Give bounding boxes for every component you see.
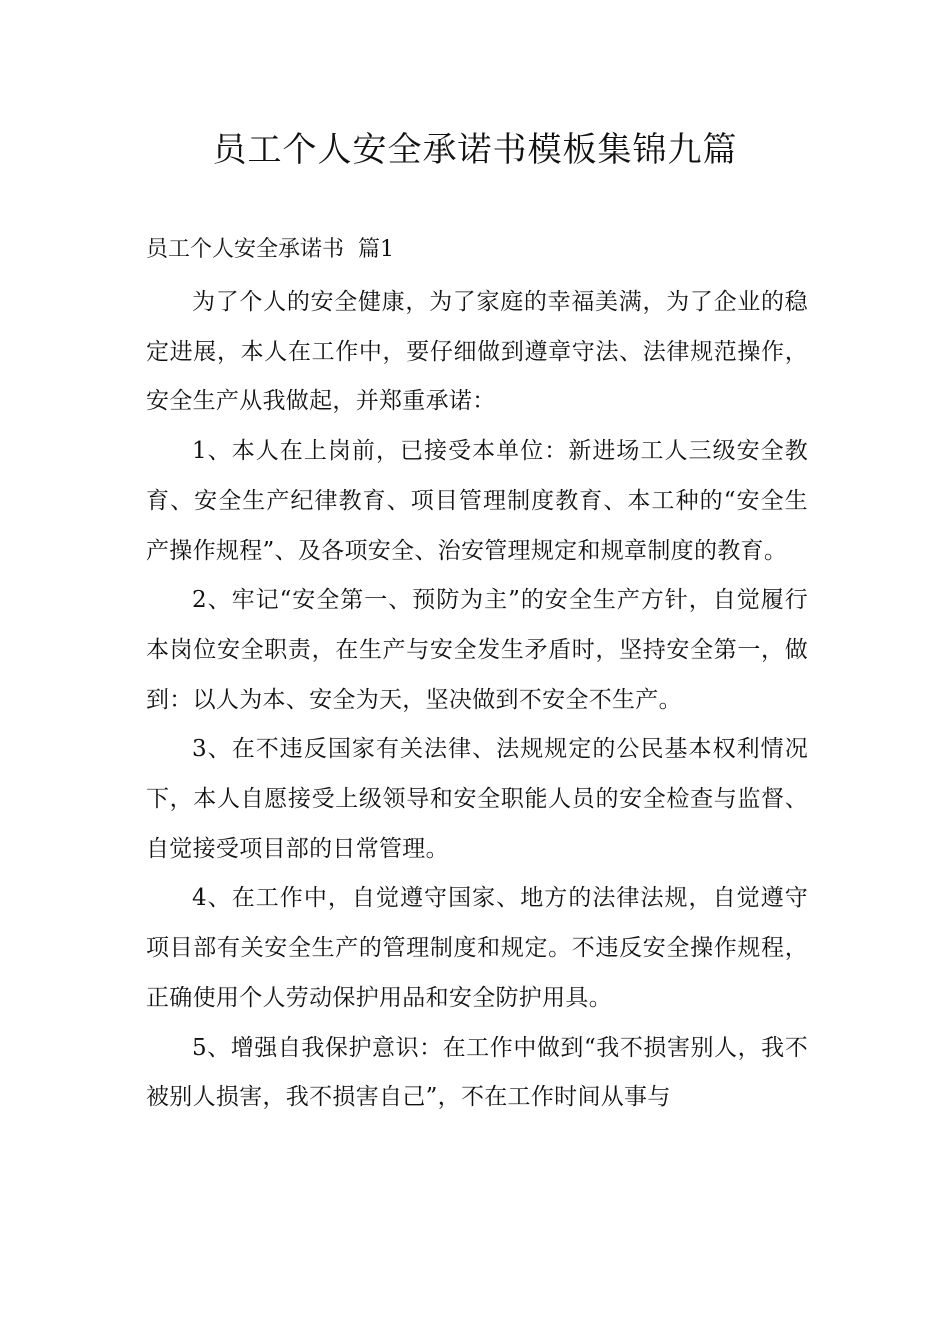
paragraph-item-4: 4、在工作中，自觉遵守国家、地方的法律法规，自觉遵守项目部有关安全生产的管理制度和规定。不违反安全操作规程，正确使用个人劳动保护用品和安全防护用具。 — [146, 885, 808, 1011]
section-heading: 员工个人安全承诺书 篇1 — [146, 237, 394, 262]
paragraph-item-3: 3、在不违反国家有关法律、法规规定的公民基本权利情况下，本人自愿接受上级领导和安全职能人员的安全检查与监督、自觉接受项目部的日常管理。 — [146, 736, 808, 862]
paragraph-item-2: 2、牢记“安全第一、预防为主”的安全生产方针，自觉履行本岗位安全职责，在生产与安全发生矛盾时，坚持安全第一，做到：以人为本、安全为天，坚决做到不安全不生产。 — [146, 587, 808, 713]
paragraph-intro: 为了个人的安全健康，为了家庭的幸福美满，为了企业的稳定进展，本人在工作中，要仔细做到遵章守法、法律规范操作，安全生产从我做起，并郑重承诺： — [146, 289, 808, 415]
paragraph-item-5: 5、增强自我保护意识：在工作中做到“我不损害别人，我不被别人损害，我不损害自己”，不在工作时间从事与 — [146, 1034, 808, 1111]
document-title: 员工个人安全承诺书模板集锦九篇 — [212, 130, 738, 170]
paragraph-item-1: 1、本人在上岗前，已接受本单位：新进场工人三级安全教育、安全生产纪律教育、项目管理制度教育、本工种的“安全生产操作规程”、及各项安全、治安管理规定和规章制度的教育。 — [146, 438, 808, 564]
document-body — [146, 278, 808, 1123]
